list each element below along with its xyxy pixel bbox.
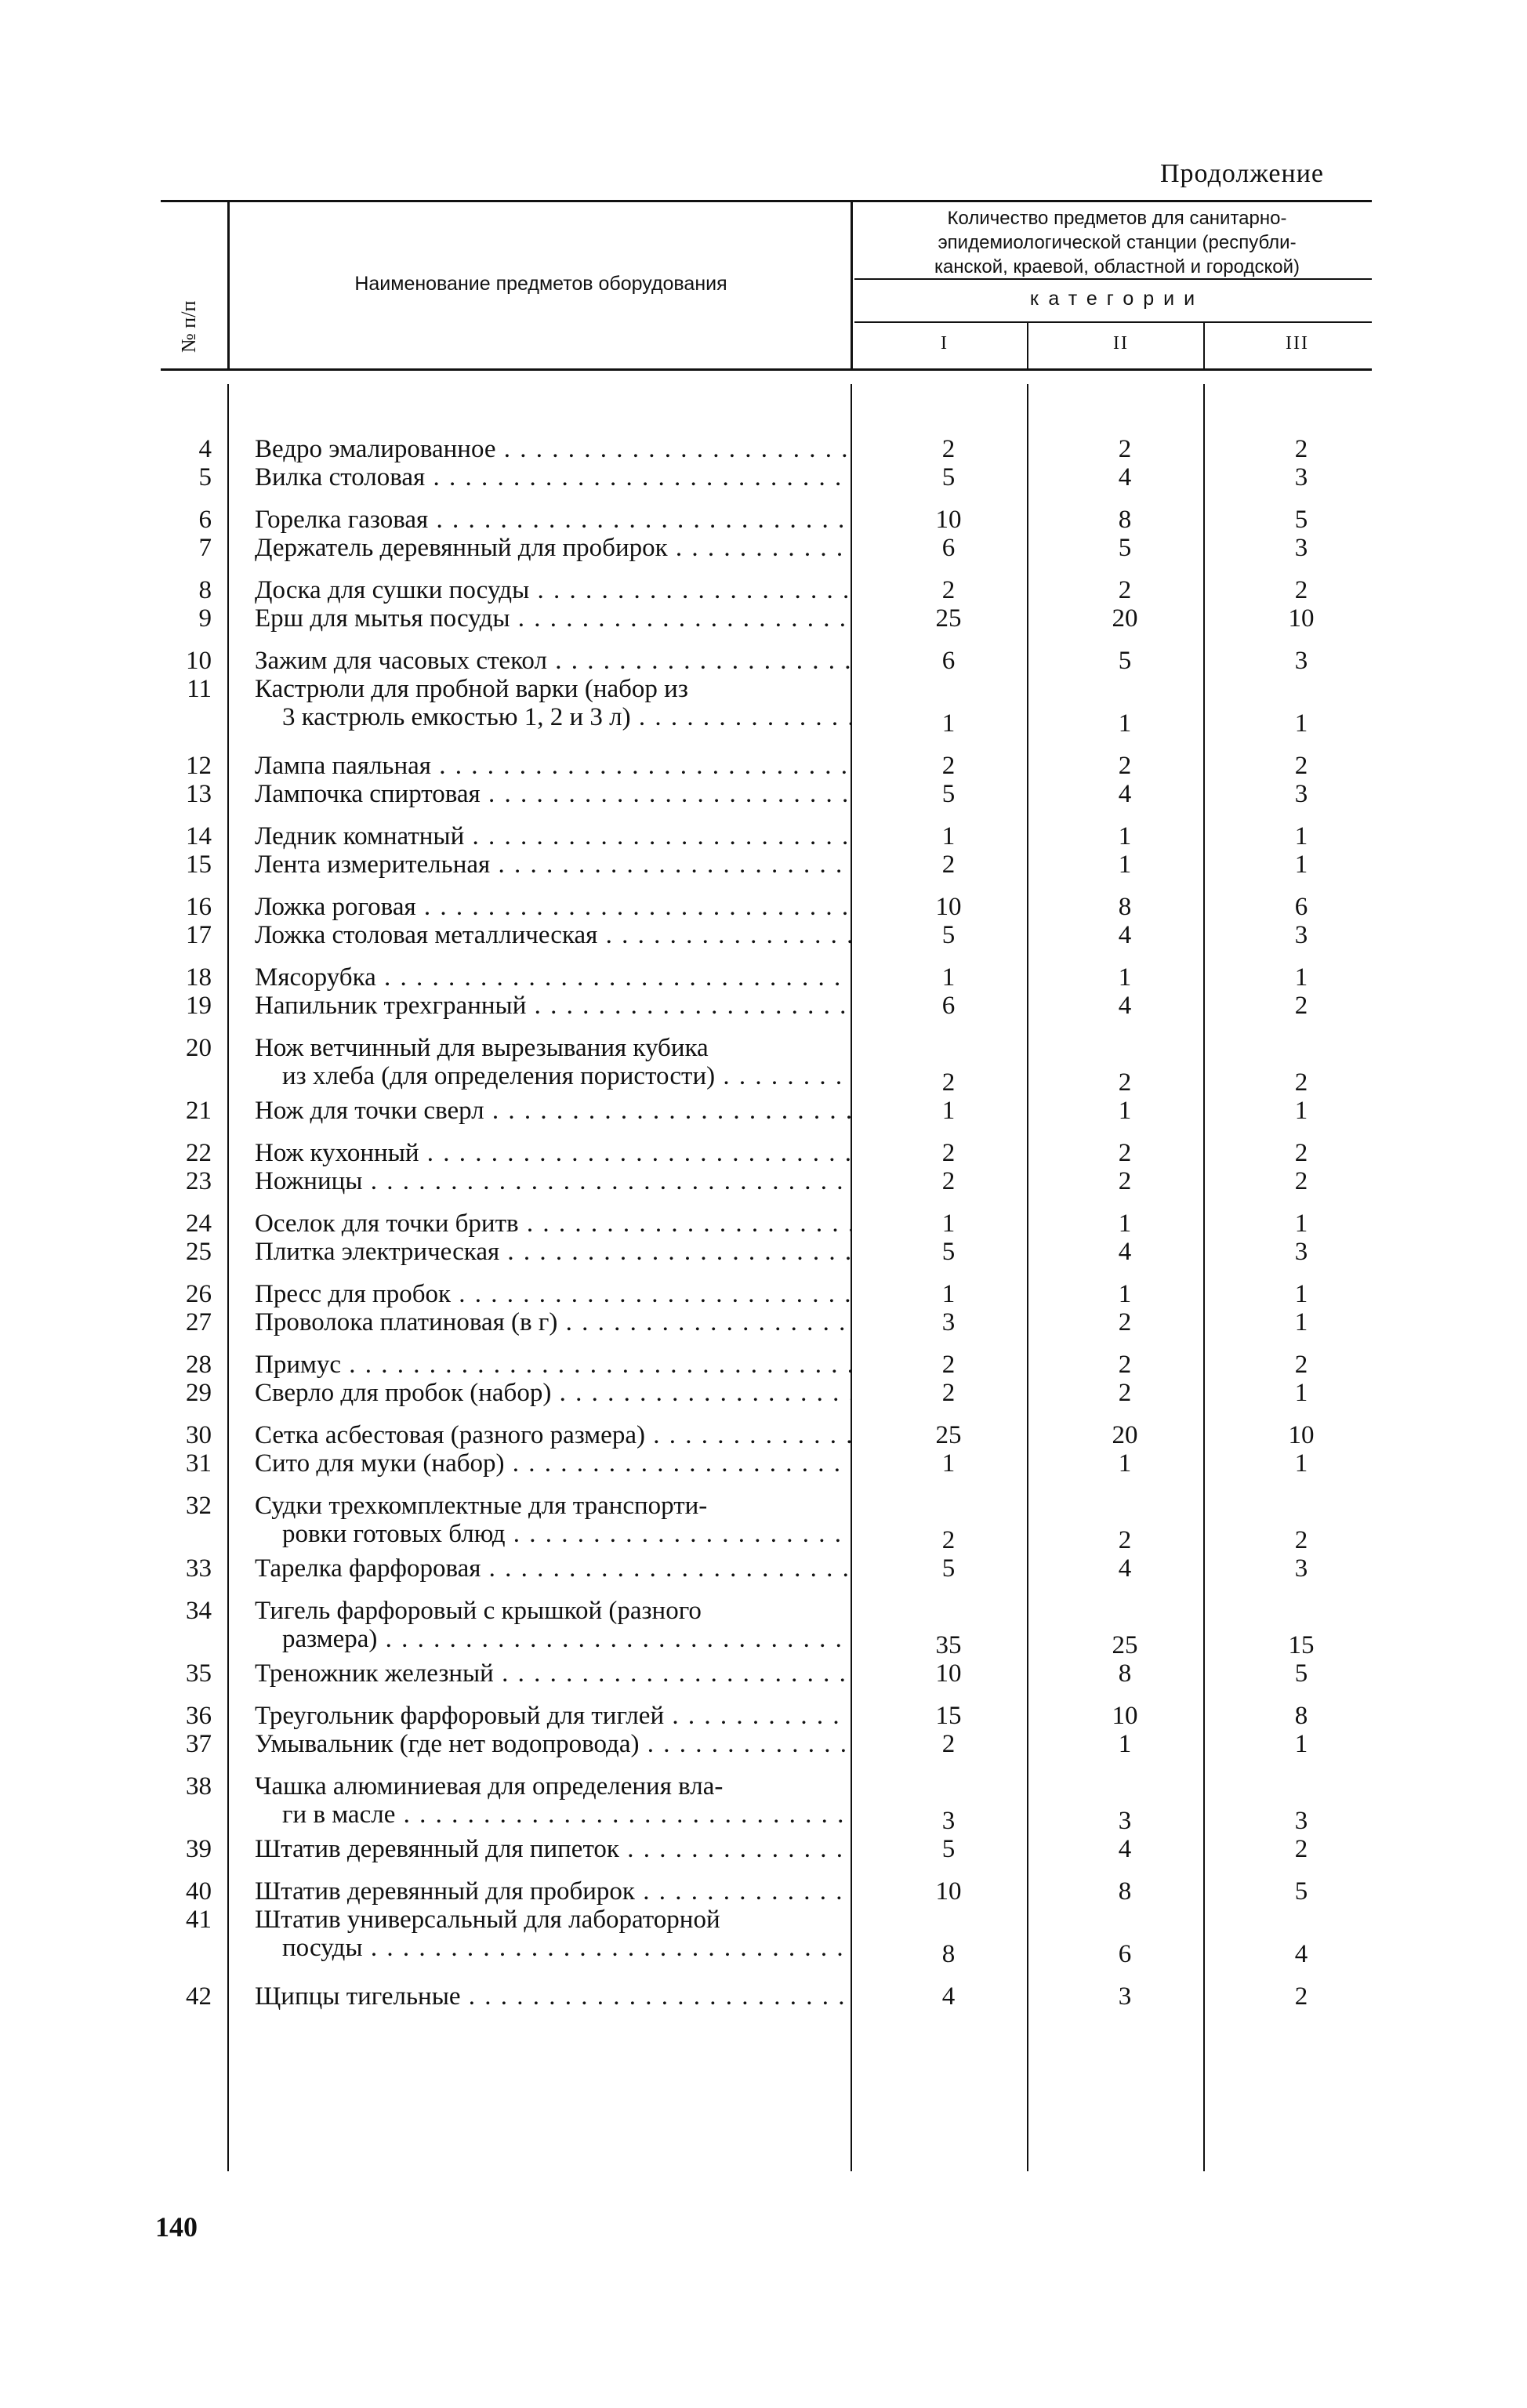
row-value-category-2: 8: [1118, 1659, 1132, 1688]
row-value-category-3: 1: [1294, 1097, 1308, 1125]
row-value-category-2: 8: [1118, 893, 1132, 921]
row-value-category-3: 2: [1294, 1167, 1308, 1195]
row-value-category-3: 3: [1294, 463, 1308, 491]
row-value-category-1: 6: [941, 647, 956, 675]
row-value-category-1: 5: [941, 1835, 956, 1863]
row-item-name: [255, 992, 851, 1020]
row-item-name-line: Щипцы тигельные . . .: [255, 1982, 851, 2011]
row-value-category-3: 8: [1294, 1702, 1308, 1730]
row-item-name-line: Сверло для пробок (набор) . . .: [255, 1379, 851, 1407]
table-top-rule: [161, 200, 1372, 202]
row-item-name-line: Сито для муки (набор) . . .: [255, 1449, 851, 1478]
row-number: 17: [186, 921, 212, 949]
row-item-name: [255, 1554, 851, 1583]
row-number: 31: [186, 1449, 212, 1478]
row-item-name-line: Проволока платиновая (в г) . . .: [255, 1308, 851, 1336]
row-item-name-line: Нож кухонный . . .: [255, 1139, 851, 1167]
row-value-category-2: 2: [1118, 1308, 1132, 1336]
column-divider-number: [227, 202, 230, 368]
row-value-category-3: 1: [1294, 822, 1308, 850]
row-item-name-line: Лампа паяльная . . .: [255, 752, 851, 780]
row-item-name-line: Доска для сушки посуды . . .: [255, 576, 851, 604]
row-item-name: [255, 435, 851, 463]
row-value-category-2: 4: [1118, 463, 1132, 491]
row-item-name-line: Треножник железный . . .: [255, 1659, 851, 1688]
row-value-category-1: 2: [941, 435, 956, 463]
row-number: 14: [186, 822, 212, 850]
row-item-name-line: Горелка газовая . . .: [255, 506, 851, 534]
row-value-category-1: 5: [941, 1554, 956, 1583]
quantity-header-line: эпидемиологической станции (республи-: [938, 232, 1297, 253]
row-item-name: [255, 675, 851, 731]
row-value-category-1: 2: [941, 1526, 956, 1554]
row-value-category-1: 2: [941, 1351, 956, 1379]
row-item-name-line: Сетка асбестовая (разного размера) . . .: [255, 1421, 851, 1449]
row-item-name: [255, 604, 851, 633]
row-value-category-3: 10: [1288, 604, 1315, 633]
row-value-category-2: 6: [1118, 1940, 1132, 1968]
page-number: 140: [155, 2211, 198, 2243]
row-item-name-line: Оселок для точки бритв . . .: [255, 1209, 851, 1238]
row-item-name-line: Лампочка спиртовая . . .: [255, 780, 851, 808]
row-item-name-line: Лента измерительная . . .: [255, 850, 851, 879]
category-3-header: III: [1286, 333, 1309, 354]
row-value-category-3: 3: [1294, 921, 1308, 949]
row-item-name: [255, 893, 851, 921]
row-item-name-line: Мясорубка . . .: [255, 963, 851, 992]
row-value-category-3: 1: [1294, 1280, 1308, 1308]
row-value-category-1: 10: [935, 1659, 962, 1688]
row-item-name: [255, 1351, 851, 1379]
row-item-name: [255, 780, 851, 808]
row-value-category-1: 2: [941, 1139, 956, 1167]
row-value-category-1: 4: [941, 1982, 956, 2011]
row-value-category-1: 2: [941, 850, 956, 879]
row-value-category-3: 1: [1294, 1209, 1308, 1238]
row-value-category-3: 3: [1294, 647, 1308, 675]
row-item-name-line: из хлеба (для определения пористости) . . .: [255, 1062, 851, 1090]
row-item-name: [255, 1280, 851, 1308]
row-number: 30: [186, 1421, 212, 1449]
row-item-name-line: Пресс для пробок . . .: [255, 1280, 851, 1308]
row-value-category-3: 1: [1294, 963, 1308, 992]
row-value-category-1: 35: [935, 1631, 962, 1659]
row-value-category-2: 2: [1118, 1167, 1132, 1195]
row-item-name-line: Умывальник (где нет водопровода) . . .: [255, 1730, 851, 1758]
row-value-category-2: 8: [1118, 506, 1132, 534]
row-item-name-line: Плитка электрическая . . .: [255, 1238, 851, 1266]
column-divider-name: [851, 202, 853, 368]
row-item-name: [255, 1139, 851, 1167]
row-item-name-line: Чашка алюминиевая для определения вла-: [255, 1772, 724, 1801]
row-value-category-2: 1: [1118, 963, 1132, 992]
row-item-name: [255, 1209, 851, 1238]
row-value-category-3: 1: [1294, 1308, 1308, 1336]
row-item-name: [255, 752, 851, 780]
row-number: 25: [186, 1238, 212, 1266]
row-item-name: [255, 1982, 851, 2011]
row-value-category-3: 1: [1294, 709, 1308, 738]
row-value-category-3: 3: [1294, 780, 1308, 808]
row-value-category-3: 6: [1294, 893, 1308, 921]
row-item-name-line: Штатив деревянный для пипеток . . .: [255, 1835, 851, 1863]
row-value-category-1: 2: [941, 752, 956, 780]
row-item-name: [255, 850, 851, 879]
row-value-category-1: 5: [941, 463, 956, 491]
row-value-category-3: 2: [1294, 992, 1308, 1020]
row-number: 27: [186, 1308, 212, 1336]
row-item-name: [255, 963, 851, 992]
body-divider-name: [851, 384, 852, 2171]
row-item-name: [255, 1238, 851, 1266]
row-value-category-2: 2: [1118, 1139, 1132, 1167]
row-value-category-3: 2: [1294, 1068, 1308, 1097]
row-number: 41: [186, 1906, 212, 1934]
row-number: 8: [198, 576, 212, 604]
body-divider-cat1: [1027, 384, 1028, 2171]
row-number: 42: [186, 1982, 212, 2011]
row-value-category-3: 10: [1288, 1421, 1315, 1449]
row-value-category-3: 1: [1294, 1379, 1308, 1407]
row-value-category-3: 2: [1294, 1526, 1308, 1554]
row-item-name-line: размера) . . .: [255, 1625, 851, 1653]
row-item-name: [255, 1308, 851, 1336]
row-value-category-2: 3: [1118, 1807, 1132, 1835]
row-number: 35: [186, 1659, 212, 1688]
row-item-name-line: Напильник трехгранный . . .: [255, 992, 851, 1020]
body-divider-cat2: [1203, 384, 1205, 2171]
row-value-category-2: 1: [1118, 1097, 1132, 1125]
row-value-category-3: 3: [1294, 1238, 1308, 1266]
row-item-name: [255, 534, 851, 562]
row-value-category-2: 4: [1118, 921, 1132, 949]
row-value-category-2: 1: [1118, 1730, 1132, 1758]
row-item-name-line: Штатив деревянный для пробирок . . .: [255, 1877, 851, 1906]
row-value-category-3: 5: [1294, 1877, 1308, 1906]
row-value-category-3: 3: [1294, 1554, 1308, 1583]
quantity-header-line: Количество предметов для санитарно-: [947, 208, 1287, 229]
row-value-category-2: 1: [1118, 709, 1132, 738]
row-value-category-1: 10: [935, 1877, 962, 1906]
row-item-name-line: Нож ветчинный для вырезывания кубика: [255, 1034, 709, 1062]
row-number: 21: [186, 1097, 212, 1125]
row-number: 7: [198, 534, 212, 562]
row-item-name: [255, 1492, 851, 1548]
row-value-category-1: 25: [935, 604, 962, 633]
row-number: 10: [186, 647, 212, 675]
subheader-rule: [854, 321, 1372, 323]
row-value-category-2: 2: [1118, 576, 1132, 604]
row-number: 39: [186, 1835, 212, 1863]
row-value-category-3: 1: [1294, 1449, 1308, 1478]
row-item-name-line: Зажим для часовых стекол . . .: [255, 647, 851, 675]
row-value-category-3: 2: [1294, 435, 1308, 463]
row-number: 32: [186, 1492, 212, 1520]
row-item-name-line: ги в масле . . .: [255, 1801, 851, 1829]
row-value-category-1: 2: [941, 1379, 956, 1407]
row-value-category-1: 6: [941, 992, 956, 1020]
quantity-header-line: канской, краевой, областной и городской): [934, 256, 1300, 277]
row-value-category-2: 2: [1118, 1526, 1132, 1554]
row-number: 36: [186, 1702, 212, 1730]
row-item-name-line: 3 кастрюль емкостью 1, 2 и 3 л) . . .: [255, 703, 851, 731]
row-item-name-line: Тарелка фарфоровая . . .: [255, 1554, 851, 1583]
row-number: 12: [186, 752, 212, 780]
row-item-name-line: Примус . . .: [255, 1351, 851, 1379]
row-item-name-line: Штатив универсальный для лабораторной: [255, 1906, 720, 1934]
row-value-category-1: 1: [941, 1280, 956, 1308]
row-value-category-2: 10: [1112, 1702, 1138, 1730]
row-number: 33: [186, 1554, 212, 1583]
quantity-column-header: [858, 206, 1376, 279]
continuation-label: Продолжение: [1160, 159, 1325, 188]
row-item-name: [255, 1034, 851, 1090]
row-value-category-3: 5: [1294, 1659, 1308, 1688]
row-value-category-3: 2: [1294, 576, 1308, 604]
row-value-category-1: 2: [941, 1730, 956, 1758]
row-item-name: [255, 576, 851, 604]
row-number: 9: [198, 604, 212, 633]
row-value-category-2: 4: [1118, 1238, 1132, 1266]
category-1-header: I: [941, 333, 948, 354]
row-value-category-3: 3: [1294, 534, 1308, 562]
category-2-header: II: [1113, 333, 1129, 354]
row-value-category-1: 6: [941, 534, 956, 562]
row-item-name-line: Судки трехкомплектные для транспорти-: [255, 1492, 708, 1520]
row-value-category-2: 5: [1118, 647, 1132, 675]
row-value-category-1: 1: [941, 709, 956, 738]
row-value-category-3: 15: [1288, 1631, 1315, 1659]
row-value-category-2: 2: [1118, 435, 1132, 463]
row-value-category-1: 2: [941, 576, 956, 604]
row-value-category-1: 8: [941, 1940, 956, 1968]
number-column-label: № п/п: [177, 300, 200, 353]
number-column-header: [177, 259, 209, 376]
row-number: 38: [186, 1772, 212, 1801]
row-value-category-2: 2: [1118, 1068, 1132, 1097]
row-item-name-line: Нож для точки сверл . . .: [255, 1097, 851, 1125]
row-value-category-1: 3: [941, 1807, 956, 1835]
row-number: 24: [186, 1209, 212, 1238]
row-number: 15: [186, 850, 212, 879]
row-value-category-1: 1: [941, 963, 956, 992]
row-item-name-line: Ложка роговая . . .: [255, 893, 851, 921]
row-number: 23: [186, 1167, 212, 1195]
row-number: 26: [186, 1280, 212, 1308]
row-item-name: [255, 1835, 851, 1863]
row-item-name-line: Ерш для мытья посуды . . .: [255, 604, 851, 633]
row-number: 29: [186, 1379, 212, 1407]
row-item-name: [255, 463, 851, 491]
row-value-category-2: 20: [1112, 1421, 1138, 1449]
row-number: 22: [186, 1139, 212, 1167]
row-value-category-1: 5: [941, 780, 956, 808]
row-item-name-line: Тигель фарфоровый с крышкой (разного: [255, 1597, 702, 1625]
row-number: 19: [186, 992, 212, 1020]
row-value-category-1: 25: [935, 1421, 962, 1449]
row-item-name: [255, 1772, 851, 1829]
row-item-name: [255, 1730, 851, 1758]
row-value-category-2: 1: [1118, 850, 1132, 879]
row-value-category-2: 2: [1118, 752, 1132, 780]
row-number: 40: [186, 1877, 212, 1906]
row-value-category-1: 10: [935, 506, 962, 534]
row-item-name: [255, 921, 851, 949]
categories-header: категории: [1029, 288, 1205, 310]
row-number: 6: [198, 506, 212, 534]
row-item-name: [255, 506, 851, 534]
row-value-category-3: 3: [1294, 1807, 1308, 1835]
row-number: 11: [187, 675, 212, 703]
row-value-category-3: 2: [1294, 1982, 1308, 2011]
body-divider-number: [227, 384, 229, 2171]
row-item-name: [255, 1906, 851, 1962]
row-number: 16: [186, 893, 212, 921]
row-item-name: [255, 1379, 851, 1407]
row-value-category-2: 5: [1118, 534, 1132, 562]
row-value-category-2: 1: [1118, 1280, 1132, 1308]
row-value-category-1: 1: [941, 1097, 956, 1125]
row-value-category-1: 3: [941, 1308, 956, 1336]
row-item-name: [255, 822, 851, 850]
row-value-category-2: 2: [1118, 1379, 1132, 1407]
row-item-name-line: Ледник комнатный . . .: [255, 822, 851, 850]
row-item-name-line: Ножницы . . .: [255, 1167, 851, 1195]
row-item-name: [255, 1449, 851, 1478]
row-number: 13: [186, 780, 212, 808]
row-value-category-3: 5: [1294, 506, 1308, 534]
row-item-name-line: Ведро эмалированное . . .: [255, 435, 851, 463]
row-value-category-1: 5: [941, 921, 956, 949]
row-value-category-2: 1: [1118, 822, 1132, 850]
row-value-category-3: 2: [1294, 1351, 1308, 1379]
row-value-category-2: 3: [1118, 1982, 1132, 2011]
row-number: 5: [198, 463, 212, 491]
row-item-name: [255, 1597, 851, 1653]
row-number: 20: [186, 1034, 212, 1062]
row-value-category-1: 1: [941, 1449, 956, 1478]
header-bottom-rule: [161, 368, 1372, 371]
row-value-category-3: 2: [1294, 1835, 1308, 1863]
row-item-name: [255, 1659, 851, 1688]
row-value-category-3: 2: [1294, 752, 1308, 780]
row-value-category-2: 4: [1118, 1835, 1132, 1863]
row-value-category-2: 2: [1118, 1351, 1132, 1379]
row-item-name-line: Кастрюли для пробной варки (набор из: [255, 675, 688, 703]
row-number: 4: [198, 435, 212, 463]
row-value-category-2: 1: [1118, 1449, 1132, 1478]
row-number: 37: [186, 1730, 212, 1758]
row-value-category-1: 10: [935, 893, 962, 921]
row-item-name: [255, 647, 851, 675]
row-value-category-3: 1: [1294, 850, 1308, 879]
row-item-name-line: посуды . . .: [255, 1934, 851, 1962]
row-value-category-2: 1: [1118, 1209, 1132, 1238]
row-value-category-2: 4: [1118, 992, 1132, 1020]
row-item-name-line: Держатель деревянный для пробирок . . .: [255, 534, 851, 562]
row-value-category-1: 1: [941, 822, 956, 850]
row-item-name-line: Вилка столовая . . .: [255, 463, 851, 491]
row-number: 34: [186, 1597, 212, 1625]
row-value-category-1: 1: [941, 1209, 956, 1238]
row-value-category-3: 1: [1294, 1730, 1308, 1758]
row-value-category-2: 4: [1118, 1554, 1132, 1583]
row-number: 18: [186, 963, 212, 992]
row-item-name: [255, 1097, 851, 1125]
row-value-category-1: 2: [941, 1167, 956, 1195]
row-item-name: [255, 1702, 851, 1730]
row-item-name: [255, 1877, 851, 1906]
row-value-category-1: 15: [935, 1702, 962, 1730]
row-value-category-3: 2: [1294, 1139, 1308, 1167]
row-value-category-2: 25: [1112, 1631, 1138, 1659]
row-item-name-line: ровки готовых блюд . . .: [255, 1520, 851, 1548]
row-value-category-3: 4: [1294, 1940, 1308, 1968]
row-value-category-2: 4: [1118, 780, 1132, 808]
row-value-category-1: 5: [941, 1238, 956, 1266]
name-column-header: Наименование предметов оборудования: [354, 273, 727, 295]
row-item-name-line: Ложка столовая металлическая . . .: [255, 921, 851, 949]
row-item-name: [255, 1167, 851, 1195]
row-value-category-2: 20: [1112, 604, 1138, 633]
row-item-name-line: Треугольник фарфоровый для тиглей . . .: [255, 1702, 851, 1730]
row-value-category-1: 2: [941, 1068, 956, 1097]
row-value-category-2: 8: [1118, 1877, 1132, 1906]
row-item-name: [255, 1421, 851, 1449]
row-number: 28: [186, 1351, 212, 1379]
